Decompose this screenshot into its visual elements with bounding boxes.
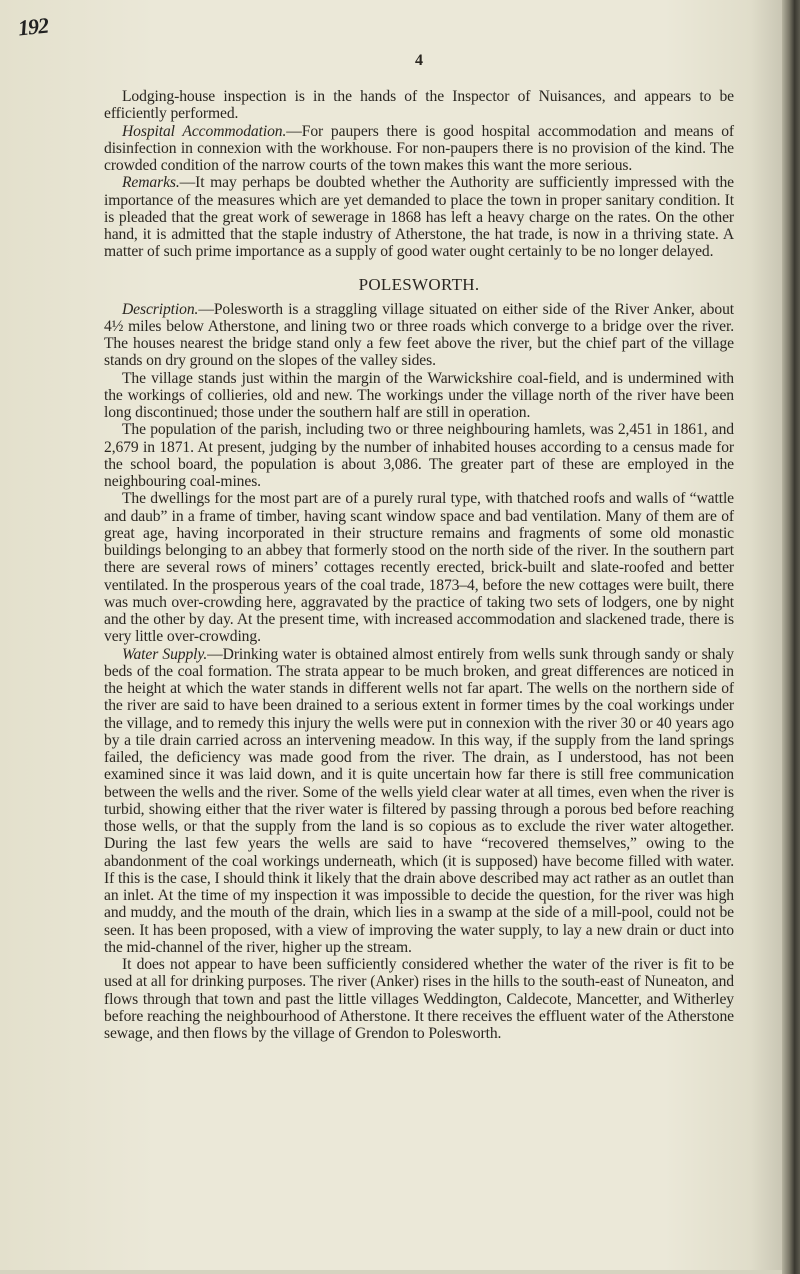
paragraph-dwellings xyxy=(104,490,734,645)
paragraph-text: Lodging-house inspection is in the hands of the Inspector of Nuisances, and appears to be efficiently performed. xyxy=(104,88,734,123)
paragraph-population xyxy=(104,421,734,490)
paragraph-text: —Polesworth is a straggling village situated on either side of the River Anker, about 4½ miles below Atherstone, and lining two or three roads which converge to a bridge over the river. The houses nearest the bridge stand only a few feet above the river, but the chief part of the village stands on dry ground on the slopes of the valley sides. xyxy=(104,300,734,370)
book-binding-edge xyxy=(782,0,800,1274)
section-heading: POLESWORTH. xyxy=(358,274,480,294)
paragraph-river-water xyxy=(104,956,734,1042)
paragraph-lead: Hospital Accommodation. xyxy=(122,122,287,140)
paragraph-text: It does not appear to have been sufficiently considered whether the water of the river is fit to be used at all for drinking purposes. The river (Anker) rises in the hills to the south-east of Nuneaton, and flows through that town and past the little villages Weddington, Caldecote, Mancetter, and Witherley before reaching the neighbourhood of Atherstone. It there receives the effluent water of the Atherstone sewage, and then flows by the village of Grendon to Polesworth. xyxy=(104,956,734,1042)
paragraph-text: —For paupers there is good hospital accommodation and means of disinfection in connexion with the workhouse. For non-paupers there is no provision of the kind. The crowded condition of the narrow courts of the town makes this want the more serious. xyxy=(104,122,734,174)
paragraph-lead: Description. xyxy=(122,300,199,318)
paragraph-hospital-accommodation xyxy=(104,123,734,175)
paragraph-lodging-house xyxy=(104,88,734,123)
paragraph-text: The dwellings for the most part are of a purely rural type, with thatched roofs and walls of “wattle and daub” in a frame of timber, having scant window space and bad ventilation. Many of them are of great age, having incorporated in their structure remains and fragments of some old monastic buildings belonging to an abbey that formerly stood on the north side of the river. In the southern part there are several rows of miners’ cottages recently erected, brick-built and slate-roofed and better ventilated. In the prosperous years of the coal trade, 1873–4, before the new cottages were built, there was much over-crowding here, aggravated by the practice of taking two sets of lodgers, one by night and the other by day. At the present time, with increased accommodation and slackened trade, there is very little over-crowding. xyxy=(104,490,734,646)
paragraph-remarks xyxy=(104,174,734,260)
paragraph-text: —It may perhaps be doubted whether the Authority are sufficiently impressed with the importance of the measures which are yet demanded to place the town in proper sanitary condition. It is pleaded that the great work of sewerage in 1868 has left a heavy charge on the rates. On the other hand, it is admitted that the staple industry of Atherstone, the hat trade, is now in a thriving state. A matter of such prime importance as a supply of good water ought certainly to be no longer delayed. xyxy=(104,174,734,261)
paragraph-lead: Water Supply. xyxy=(122,645,208,663)
paragraph-water-supply xyxy=(104,646,734,957)
body-text xyxy=(104,88,734,1042)
paragraph-text: The population of the parish, including two or three neighbouring hamlets, was 2,451 in 1861, and 2,679 in 1871. At present, judging by the number of inhabited houses according to a census made for the school board, the population is about 3,086. The greater part of these are employed in the neighbouring coal-mines. xyxy=(104,421,734,490)
page-number: 4 xyxy=(415,52,423,69)
paragraph-description xyxy=(104,301,734,370)
paragraph-text: The village stands just within the margin of the Warwickshire coal-field, and is undermined with the workings of collieries, old and new. The workings under the village north of the river have been long discontinued; those under the southern half are still in operation. xyxy=(104,369,734,421)
handwritten-folio-number: 192 xyxy=(16,12,50,41)
paragraph-lead: Remarks. xyxy=(122,174,180,192)
paragraph-text: —Drinking water is obtained almost entirely from wells sunk through sandy or shaly beds of the coal formation. The strata appear to be much broken, and great differences are noticed in the height at which the water stands in different wells not far apart. The wells on the northern side of the river are said to have been drained to a serious extent in former times by the coal workings under the village, and to remedy this injury the wells were put in connexion with the river 30 or 40 years ago by a tile drain carried across an intervening meadow. In this way, if the supply from the land springs failed, the deficiency was made good from the river. The drain, as I understood, has not been examined since it was laid down, and it is quite uncertain how far there is still free communication between the wells and the river. Some of the wells yield clear water at all times, even when the river is turbid, showing either that the river water is filtered by passing through a porous bed before reaching those wells, or that the supply from the land is so copious as to exclude the river water altogether. During the last few years the wells are said to have “recovered themselves,” owing to the abandonment of the coal workings underneath, which (it is supposed) have become filled with water. If this is the case, I should think it likely that the drain above described may act rather as an outlet than an inlet. At the time of my inspection it was impossible to decide the question, for the river was high and muddy, and the mouth of the drain, which lies in a swamp at the side of a mill-pool, could not be seen. It has been proposed, with a view of improving the water supply, to lay a new drain or duct into the mid-channel of the river, higher up the stream. xyxy=(104,645,734,956)
page-bottom-edge xyxy=(0,1270,782,1274)
paragraph-coal-field xyxy=(104,370,734,422)
